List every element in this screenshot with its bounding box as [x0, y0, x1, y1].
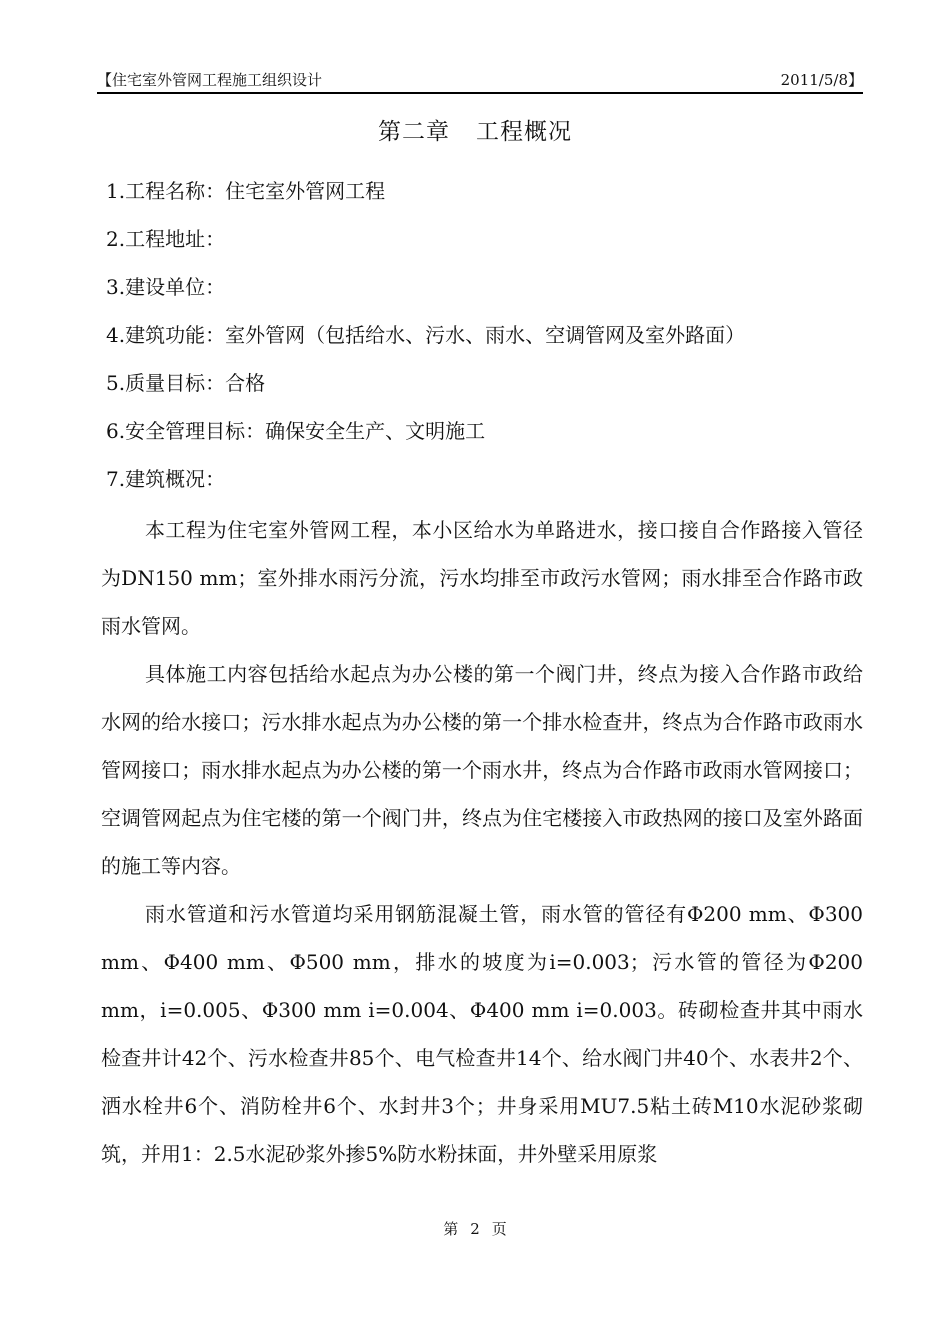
body-paragraph: 本工程为住宅室外管网工程，本小区给水为单路进水，接口接自合作路接入管径为DN150 mm；室外排水雨污分流，污水均排至市政污水管网；雨水排至合作路市政雨水管网。 [101, 518, 863, 638]
chapter-title [0, 116, 950, 148]
overview-item-quality-target: 5.质量目标：合格 [106, 371, 266, 395]
overview-item-building-overview: 7.建筑概况： [106, 467, 226, 491]
overview-item-building-function: 4.建筑功能：室外管网（包括给水、污水、雨水、空调管网及室外路面） [106, 323, 746, 347]
page-number-prefix: 第 [443, 1220, 459, 1238]
body-paragraph: 雨水管道和污水管道均采用钢筋混凝土管，雨水管的管径有Φ200 mm、Φ300 mm、Φ400 mm、Φ500 mm，排水的坡度为i=0.003；污水管的管径为Φ200 mm，i=0.005、Φ300 mm i=0.004、Φ400 mm i=0.003。砖砌检查井其中雨水检查井计42个、污水检查井85个、电气检查井14个、给水阀门井40个、水表井2个、洒水栓井6个、消防栓井6个、水封井3个；井身采用MU7.5粘土砖M10水泥砂浆砌筑，并用1：2.5水泥砂浆外掺5%防水粉抹面，井外壁采用原浆 [101, 902, 863, 1166]
body-paragraph: 具体施工内容包括给水起点为办公楼的第一个阀门井，终点为接入合作路市政给水网的给水接口；污水排水起点为办公楼的第一个排水检查井，终点为合作路市政雨水管网接口；雨水排水起点为办公楼的第一个雨水井，终点为合作路市政雨水管网接口；空调管网起点为住宅楼的第一个阀门井，终点为住宅楼接入市政热网的接口及室外路面的施工等内容。 [101, 662, 863, 878]
chapter-name: 工程概况 [476, 119, 572, 145]
overview-list [106, 176, 866, 512]
overview-item-project-name: 1.工程名称：住宅室外管网工程 [106, 179, 386, 203]
overview-item-project-address: 2.工程地址： [106, 227, 226, 251]
overview-item-safety-target: 6.安全管理目标：确保安全生产、文明施工 [106, 419, 486, 443]
header-document-title: 【住宅室外管网工程施工组织设计 [97, 71, 323, 89]
page-header [97, 70, 863, 94]
page-number: 2 [470, 1220, 480, 1238]
chapter-number: 第二章 [378, 119, 450, 145]
page-footer [0, 1218, 950, 1240]
header-date: 2011/5/8】 [780, 71, 863, 89]
page-number-suffix: 页 [491, 1220, 507, 1238]
overview-item-construction-unit: 3.建设单位： [106, 275, 226, 299]
